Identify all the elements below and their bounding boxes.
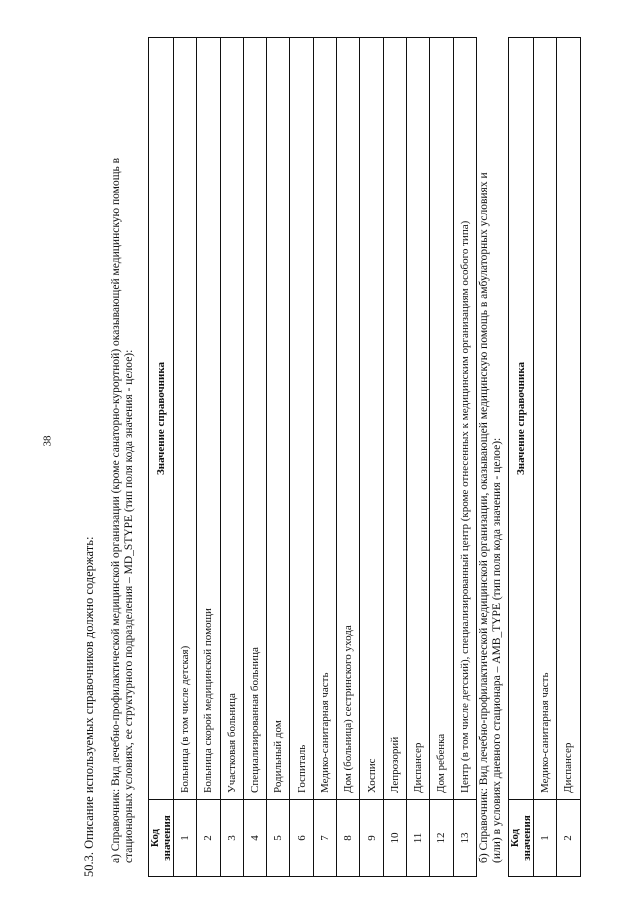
value-cell: Родильный дом: [267, 38, 290, 800]
value-column-header: Значение справочника: [149, 38, 174, 800]
table-row: [313, 38, 336, 877]
code-cell: 11: [406, 800, 429, 877]
code-cell: 1: [174, 800, 197, 877]
code-column-header: Код значения: [149, 800, 174, 877]
code-cell: 13: [453, 800, 476, 877]
value-cell: Госпиталь: [290, 38, 313, 800]
table-row: [453, 38, 476, 877]
code-column-header: Код значения: [509, 800, 534, 877]
reference-b-line-2: (или) в условиях дневного стационара – AMB_TYPE (тип поля кода значения - целое):: [491, 437, 503, 863]
code-cell: 12: [430, 800, 453, 877]
value-cell: Медико-санитарная часть: [313, 38, 336, 800]
table-header-row: [149, 38, 174, 877]
code-cell: 6: [290, 800, 313, 877]
reference-a-description: [110, 158, 136, 863]
amb-type-table: [508, 37, 581, 877]
code-cell: 7: [313, 800, 336, 877]
reference-b-line-1: б) Справочник: Вид лечебно-профилактической медицинской организации, оказывающей медицинскую помощь в амбулаторных условиях и: [478, 172, 490, 863]
table-row: [220, 38, 243, 877]
value-cell: Больница (в том числе детская): [174, 38, 197, 800]
table-row: [337, 38, 360, 877]
rotated-page-content: [80, 35, 580, 885]
value-cell: Центр (в том числе детский), специализированный центр (кроме отнесенных к медицинским организациям особого типа): [453, 38, 476, 800]
table-row: [557, 38, 580, 877]
code-cell: 4: [243, 800, 266, 877]
value-column-header: Значение справочника: [509, 38, 534, 800]
value-cell: Хоспис: [360, 38, 383, 800]
reference-a-line-1: а) Справочник: Вид лечебно-профилактической медицинской организации (кроме санаторно-курортной) оказывающей медицинскую помощь в: [110, 157, 122, 863]
table-row: [383, 38, 406, 877]
page-number: 38: [41, 435, 54, 447]
code-cell: 3: [220, 800, 243, 877]
section-heading: 50.3. Описание используемых справочников должно содержать:: [82, 536, 96, 877]
code-cell: 2: [557, 800, 580, 877]
table-row: [197, 38, 220, 877]
value-cell: Дом ребенка: [430, 38, 453, 800]
code-cell: 9: [360, 800, 383, 877]
code-cell: 1: [534, 800, 557, 877]
code-cell: 2: [197, 800, 220, 877]
value-cell: Специализированная больница: [243, 38, 266, 800]
value-cell: Больница скорой медицинской помощи: [197, 38, 220, 800]
table-row: [430, 38, 453, 877]
table-row: [290, 38, 313, 877]
table-row: [360, 38, 383, 877]
code-cell: 10: [383, 800, 406, 877]
value-cell: Диспансер: [406, 38, 429, 800]
value-cell: Лепрозорий: [383, 38, 406, 800]
table-header-row: [509, 38, 534, 877]
md-stype-table: [148, 37, 477, 877]
reference-b-description: [478, 172, 504, 863]
table-row: [243, 38, 266, 877]
table-row: [174, 38, 197, 877]
value-cell: Участковая больница: [220, 38, 243, 800]
reference-a-line-2: стационарных условиях, ее структурного подразделения – MD_STYPE (тип поля кода значения - целое):: [123, 349, 135, 863]
value-cell: Дом (больница) сестринского ухода: [337, 38, 360, 800]
table-row: [534, 38, 557, 877]
table-row: [406, 38, 429, 877]
table-row: [267, 38, 290, 877]
value-cell: Медико-санитарная часть: [534, 38, 557, 800]
value-cell: Диспансер: [557, 38, 580, 800]
code-cell: 5: [267, 800, 290, 877]
code-cell: 8: [337, 800, 360, 877]
